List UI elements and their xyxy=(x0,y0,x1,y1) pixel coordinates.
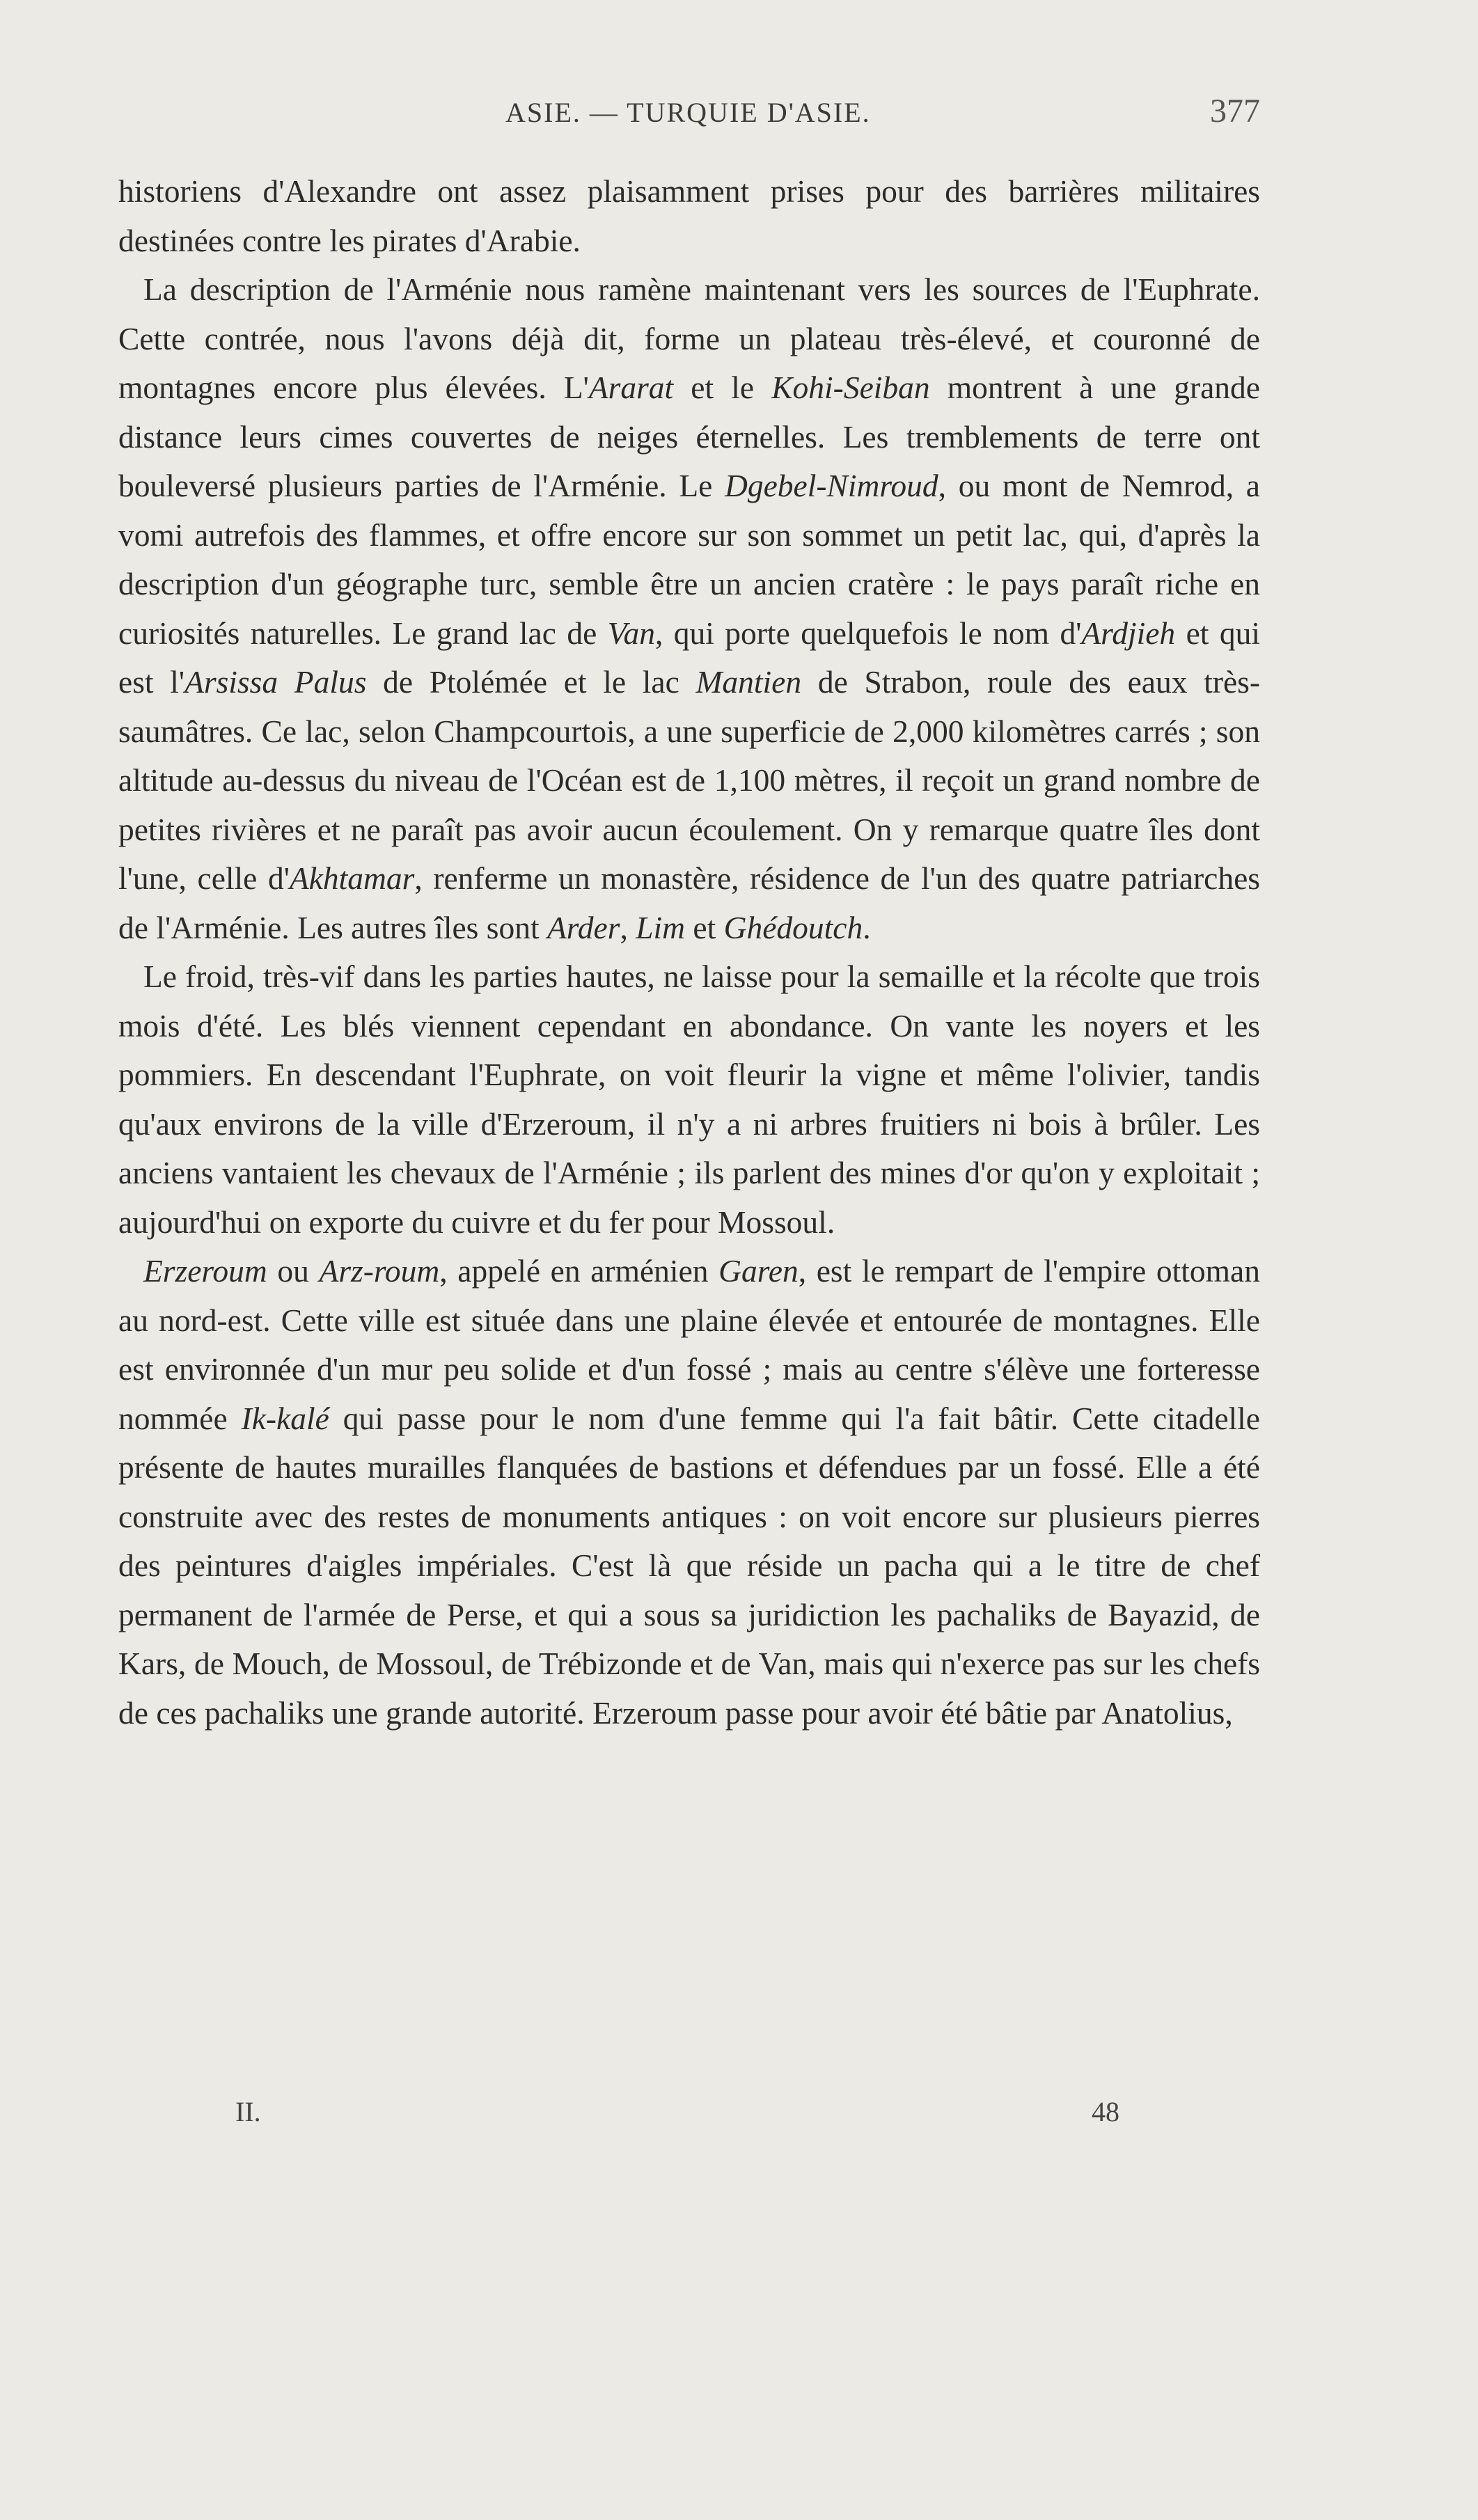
paragraph-2: La description de l'Arménie nous ramène maintenant vers les sources de l'Euphrate. Cette contrée, nous l'avons déjà dit, forme un plateau très-élevé, et couronné de montagnes encore plus élevées. L'Ararat et le Kohi-Seiban montrent à une grande distance leurs cimes couvertes de neiges éternelles. Les tremblements de terre ont bouleversé plusieurs parties de l'Arménie. Le Dgebel-Nimroud, ou mont de Nemrod, a vomi autrefois des flammes, et offre encore sur son sommet un petit lac, qui, d'après la description d'un géographe turc, semble être un ancien cratère : le pays paraît riche en curiosités naturelles. Le grand lac de Van, qui porte quelquefois le nom d'Ardjieh et qui est l'Arsissa Palus de Ptolémée et le lac Mantien de Strabon, roule des eaux très-saumâtres. Ce lac, selon Champcourtois, a une superficie de 2,000 kilomètres carrés ; son altitude au-dessus du niveau de l'Océan est de 1,100 mètres, il reçoit un grand nombre de petites rivières et ne paraît pas avoir aucun écoulement. On y remarque quatre îles dont l'une, celle d'Akhtamar, renferme un monastère, résidence de l'un des quatre patriarches de l'Arménie. Les autres îles sont Arder, Lim et Ghédoutch. xyxy=(118,271,1260,945)
paragraph-3: Le froid, très-vif dans les parties hautes, ne laisse pour la semaille et la récolte que trois mois d'été. Les blés viennent cependant en abondance. On vante les noyers et les pommiers. En descendant l'Euphrate, on voit fleurir la vigne et même l'olivier, tandis qu'aux environs de la ville d'Erzeroum, il n'y a ni arbres fruitiers ni bois à brûler. Les anciens vantaient les chevaux de l'Arménie ; ils parlent des mines d'or qu'on y exploitait ; aujourd'hui on exporte du cuivre et du fer pour Mossoul. xyxy=(118,959,1260,1240)
page-footer xyxy=(0,2095,1478,2137)
running-title: ASIE. — TURQUIE D'ASIE. xyxy=(505,97,871,128)
paragraph-1: historiens d'Alexandre ont assez plaisamment prises pour des barrières militaires destinées contre les pirates d'Arabie. xyxy=(118,173,1260,258)
sheet-number: 48 xyxy=(1092,2096,1119,2127)
running-head xyxy=(0,93,1478,138)
body-text xyxy=(118,167,1260,1738)
page-number: 377 xyxy=(1210,93,1260,129)
paragraph-4: Erzeroum ou Arz-roum, appelé en arménien Garen, est le rempart de l'empire ottoman au nord-est. Cette ville est située dans une plaine élevée et entourée de montagnes. Elle est environnée d'un mur peu solide et d'un fossé ; mais au centre s'élève une forteresse nommée Ik-kalé qui passe pour le nom d'une femme qui l'a fait bâtir. Cette citadelle présente de hautes murailles flanquées de bastions et défendues par un fossé. Elle a été construite avec des restes de monuments antiques : on voit encore sur plusieurs pierres des peintures d'aigles impériales. C'est là que réside un pacha qui a le titre de chef permanent de l'armée de Perse, et qui a sous sa juridiction les pachaliks de Bayazid, de Kars, de Mouch, de Mossoul, de Trébizonde et de Van, mais qui n'exerce pas sur les chefs de ces pachaliks une grande autorité. Erzeroum passe pour avoir été bâtie par Anatolius, xyxy=(118,1253,1260,1731)
signature-mark: II. xyxy=(235,2096,261,2127)
